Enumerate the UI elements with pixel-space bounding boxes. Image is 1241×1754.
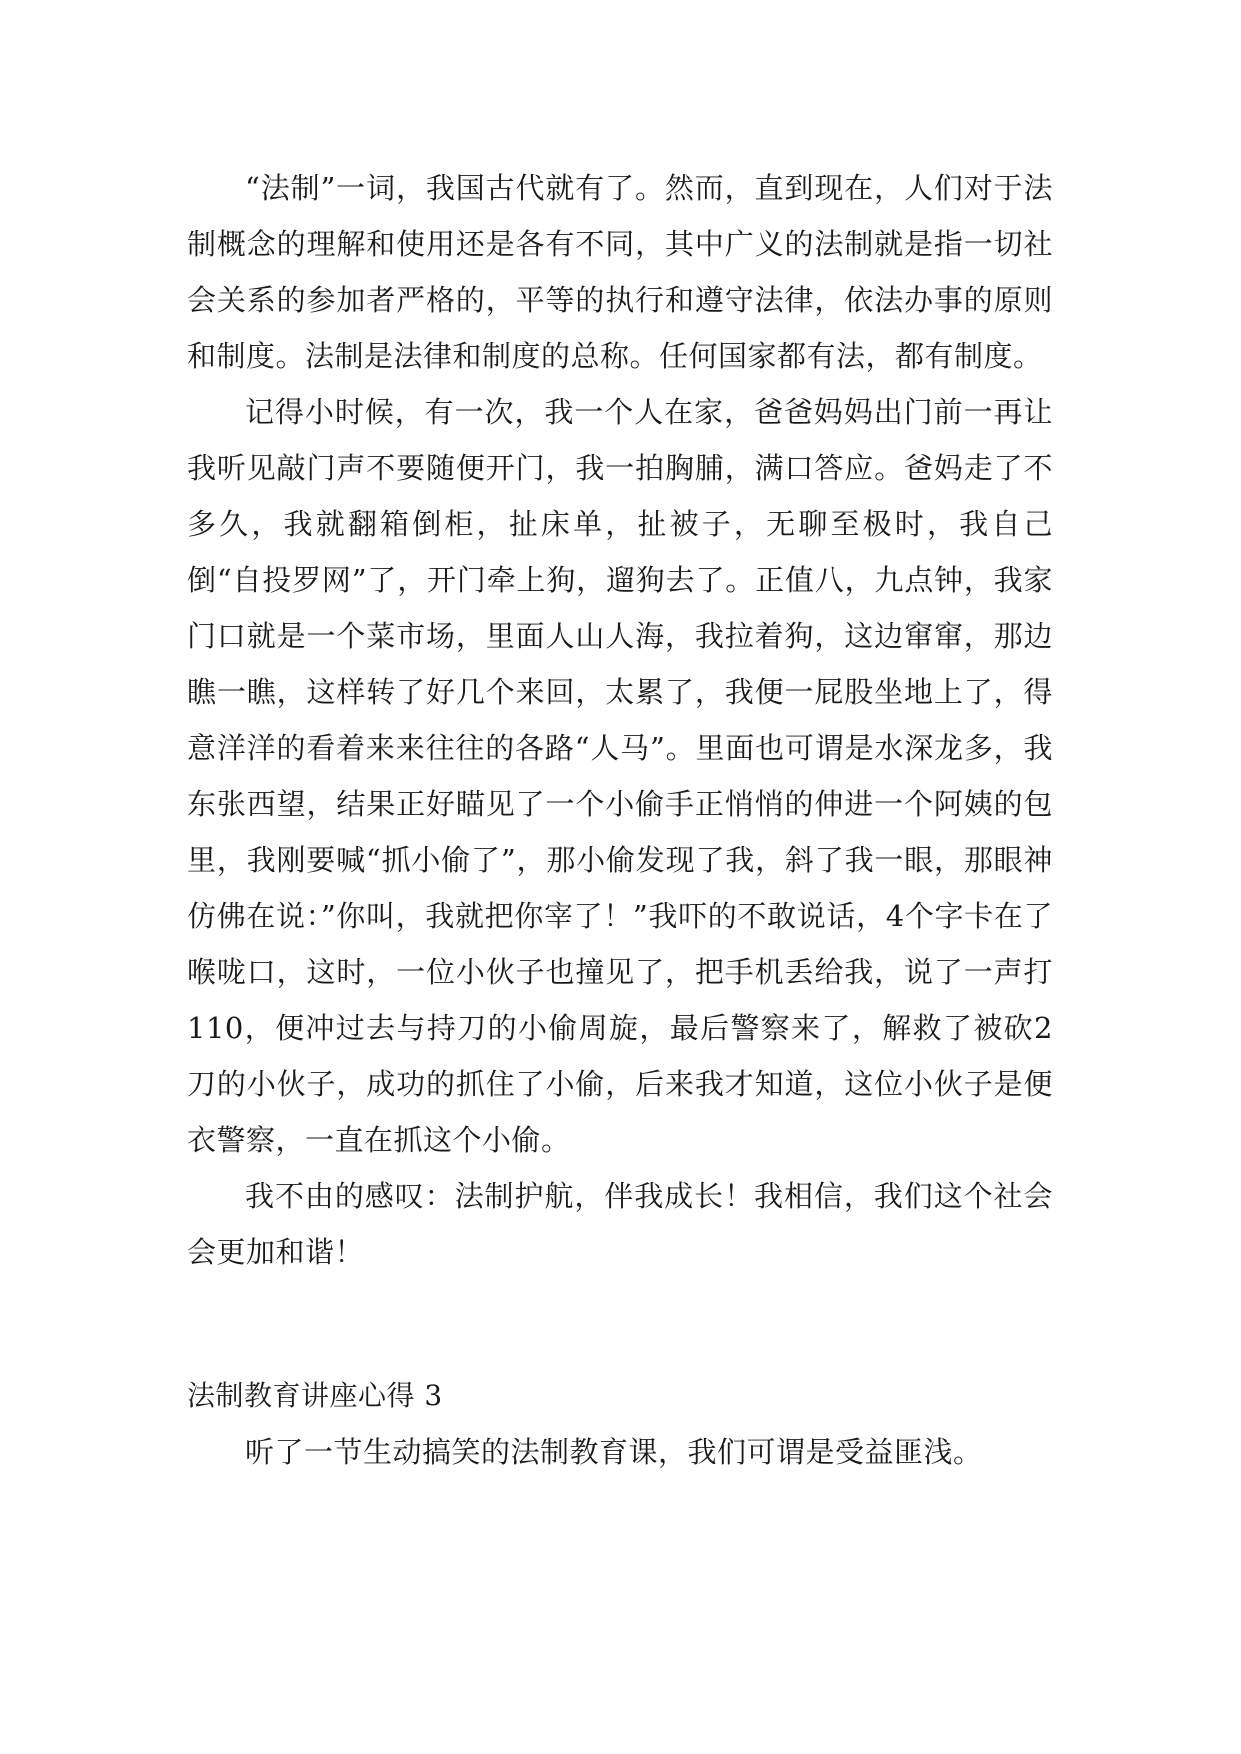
paragraph-section-intro: 听了一节生动搞笑的法制教育课，我们可谓是受益匪浅。 bbox=[245, 1435, 983, 1469]
section-heading: 法制教育讲座心得 3 bbox=[187, 1379, 443, 1412]
paragraph-childhood-story: 记得小时候，有一次，我一个人在家，爸爸妈妈出门前一再让我听见敲门声不要随便开门，我一拍胸脯，满口答应。爸妈走了不多久，我就翻箱倒柜，扯床单，扯被子，无聊至极时，我自己倒“自投罗网”了，开门牵上狗，遛狗去了。正值八，九点钟，我家门口就是一个菜市场，里面人山人海，我拉着狗，这边窜窜，那边瞧一瞧，这样转了好几个来回，太累了，我便一屁股坐地上了，得意洋洋的看着来来往往的各路“人马”。里面也可谓是水深龙多，我东张西望，结果正好瞄见了一个小偷手正悄悄的伸进一个阿姨的包里，我刚要喊“抓小偷了”，那小偷发现了我，斜了我一眼，那眼神仿佛在说：”你叫，我就把你宰了！”我吓的不敢说话，4个字卡在了喉咙口，这时，一位小伙子也撞见了，把手机丢给我，说了一声打110，便冲过去与持刀的小偷周旋，最后警察来了，解救了被砍2刀的小伙子，成功的抓住了小偷，后来我才知道，这位小伙子是便衣警察，一直在抓这个小偷。 bbox=[187, 395, 1053, 1157]
paragraph-legal-system-definition: “法制”一词，我国古代就有了。然而，直到现在，人们对于法制概念的理解和使用还是各有不同，其中广义的法制就是指一切社会关系的参加者严格的，平等的执行和遵守法律，依法办事的原则和制度。法制是法律和制度的总称。任何国家都有法，都有制度。 bbox=[187, 171, 1053, 373]
paragraph-conclusion: 我不由的感叹：法制护航，伴我成长！我相信，我们这个社会会更加和谐！ bbox=[187, 1179, 1053, 1269]
document-page bbox=[187, 160, 1053, 1480]
